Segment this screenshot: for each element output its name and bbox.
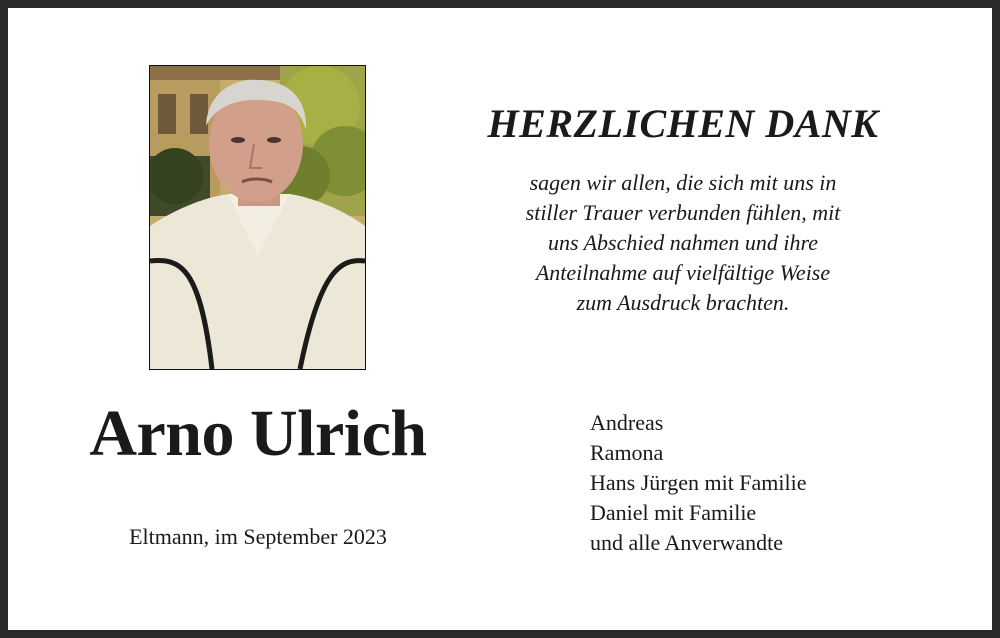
- portrait-photo: [149, 65, 366, 370]
- deceased-name: Arno Ulrich: [89, 397, 427, 470]
- message-line: zum Ausdruck brachten.: [576, 290, 790, 315]
- mourner-entry: Andreas: [590, 410, 664, 435]
- thanks-message: [463, 168, 903, 318]
- message-line: sagen wir allen, die sich mit uns in: [529, 170, 837, 195]
- message-line: uns Abschied nahmen und ihre: [547, 230, 819, 255]
- mourner-entry: Hans Jürgen mit Familie: [590, 470, 807, 495]
- mourner-entry: und alle Anverwandte: [590, 530, 784, 555]
- thanks-heading: HERZLICHEN DANK: [487, 101, 879, 146]
- mourner-entry: Daniel mit Familie: [590, 500, 757, 525]
- message-line: stiller Trauer verbunden fühlen, mit: [525, 200, 841, 225]
- obituary-card: [8, 8, 992, 630]
- message-line: Anteilnahme auf vielfältige Weise: [535, 260, 831, 285]
- mourners-list: [590, 408, 807, 558]
- mourner-entry: Ramona: [590, 440, 664, 465]
- place-date: Eltmann, im September 2023: [129, 524, 387, 549]
